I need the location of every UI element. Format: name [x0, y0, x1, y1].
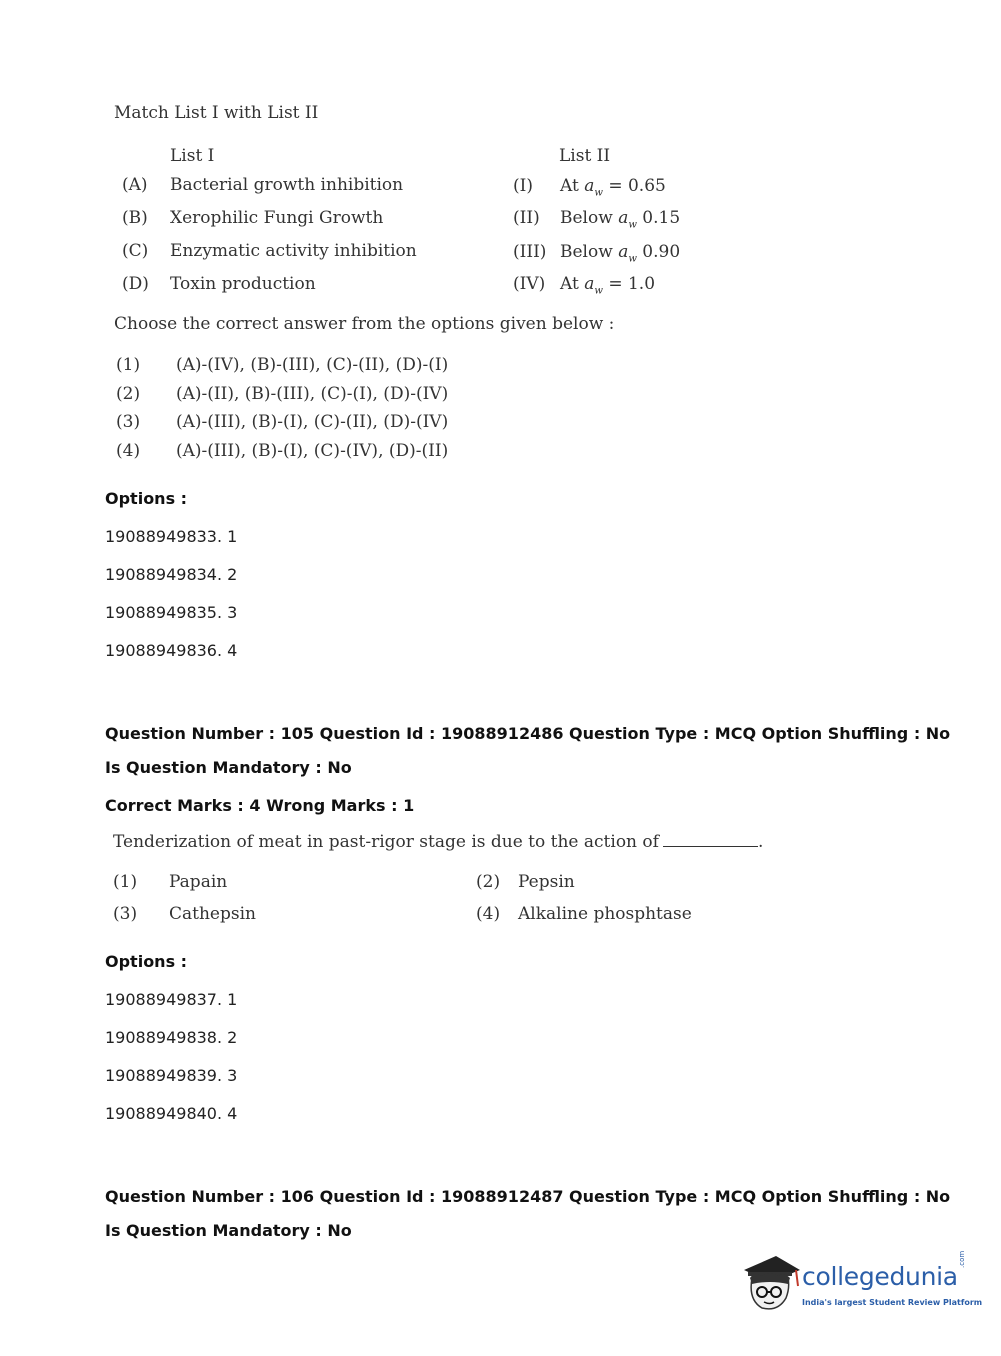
- answer-number: (2): [116, 384, 141, 404]
- choice-text: Alkaline phosphtase: [518, 904, 692, 924]
- answer-text: (A)-(III), (B)-(I), (C)-(II), (D)-(IV): [176, 412, 449, 432]
- choose-instruction: Choose the correct answer from the options given below :: [114, 314, 615, 334]
- list2-text: Below $a_w$ 0.15: [560, 208, 681, 231]
- match-prompt: Match List I with List II: [114, 103, 319, 123]
- option-id: 19088949837. 1: [105, 990, 238, 1009]
- option-id: 19088949840. 4: [105, 1104, 238, 1123]
- choice-text: Pepsin: [518, 872, 575, 892]
- answer-number: (3): [116, 412, 141, 432]
- option-id: 19088949835. 3: [105, 603, 238, 622]
- brand-name: collegedunia: [802, 1262, 958, 1291]
- brand-suffix: .com: [958, 1250, 966, 1268]
- answer-number: (4): [116, 441, 141, 461]
- list2-text: At $a_w = 0.65$: [560, 176, 666, 199]
- list1-label: (B): [122, 208, 148, 228]
- question-prompt: Tenderization of meat in past-rigor stage is due to the action of .: [113, 832, 764, 852]
- list2-label: (II): [513, 208, 540, 228]
- question-header: Question Number : 106 Question Id : 19088912487 Question Type : MCQ Option Shuffling : No: [105, 1187, 951, 1206]
- option-id: 19088949836. 4: [105, 641, 238, 660]
- brand-tagline: India's largest Student Review Platform: [802, 1298, 983, 1307]
- list2-label: (III): [513, 242, 547, 262]
- list1-label: (D): [122, 274, 149, 294]
- list2-text: At $a_w = 1.0$: [560, 274, 656, 297]
- answer-number: (1): [116, 355, 141, 375]
- list1-text: Toxin production: [170, 274, 316, 294]
- question-mandatory: Is Question Mandatory : No: [105, 1221, 352, 1240]
- list2-text: Below $a_w$ 0.90: [560, 242, 681, 265]
- answer-text: (A)-(IV), (B)-(III), (C)-(II), (D)-(I): [176, 355, 449, 375]
- option-id: 19088949834. 2: [105, 565, 238, 584]
- option-id: 19088949838. 2: [105, 1028, 238, 1047]
- options-label: Options :: [105, 952, 188, 971]
- list1-header: List I: [170, 146, 215, 166]
- choice-text: Cathepsin: [169, 904, 256, 924]
- list1-text: Enzymatic activity inhibition: [170, 241, 417, 261]
- list1-text: Bacterial growth inhibition: [170, 175, 404, 195]
- collegedunia-logo[interactable]: [740, 1250, 983, 1320]
- choice-text: Papain: [169, 872, 228, 892]
- question-marks: Correct Marks : 4 Wrong Marks : 1: [105, 796, 415, 815]
- list2-label: (IV): [513, 274, 546, 294]
- answer-blank: [663, 832, 758, 847]
- list1-text: Xerophilic Fungi Growth: [170, 208, 384, 228]
- choice-number: (1): [113, 872, 138, 892]
- options-label: Options :: [105, 489, 188, 508]
- option-id: 19088949833. 1: [105, 527, 238, 546]
- list2-label: (I): [513, 176, 533, 196]
- question-mandatory: Is Question Mandatory : No: [105, 758, 352, 777]
- choice-number: (4): [476, 904, 501, 924]
- answer-text: (A)-(III), (B)-(I), (C)-(IV), (D)-(II): [176, 441, 449, 461]
- mascot-icon: [740, 1250, 802, 1314]
- list1-label: (C): [122, 241, 149, 261]
- choice-number: (3): [113, 904, 138, 924]
- list1-label: (A): [122, 175, 148, 195]
- question-header: Question Number : 105 Question Id : 19088912486 Question Type : MCQ Option Shuffling : No: [105, 724, 951, 743]
- choice-number: (2): [476, 872, 501, 892]
- answer-text: (A)-(II), (B)-(III), (C)-(I), (D)-(IV): [176, 384, 449, 404]
- list2-header: List II: [559, 146, 611, 166]
- option-id: 19088949839. 3: [105, 1066, 238, 1085]
